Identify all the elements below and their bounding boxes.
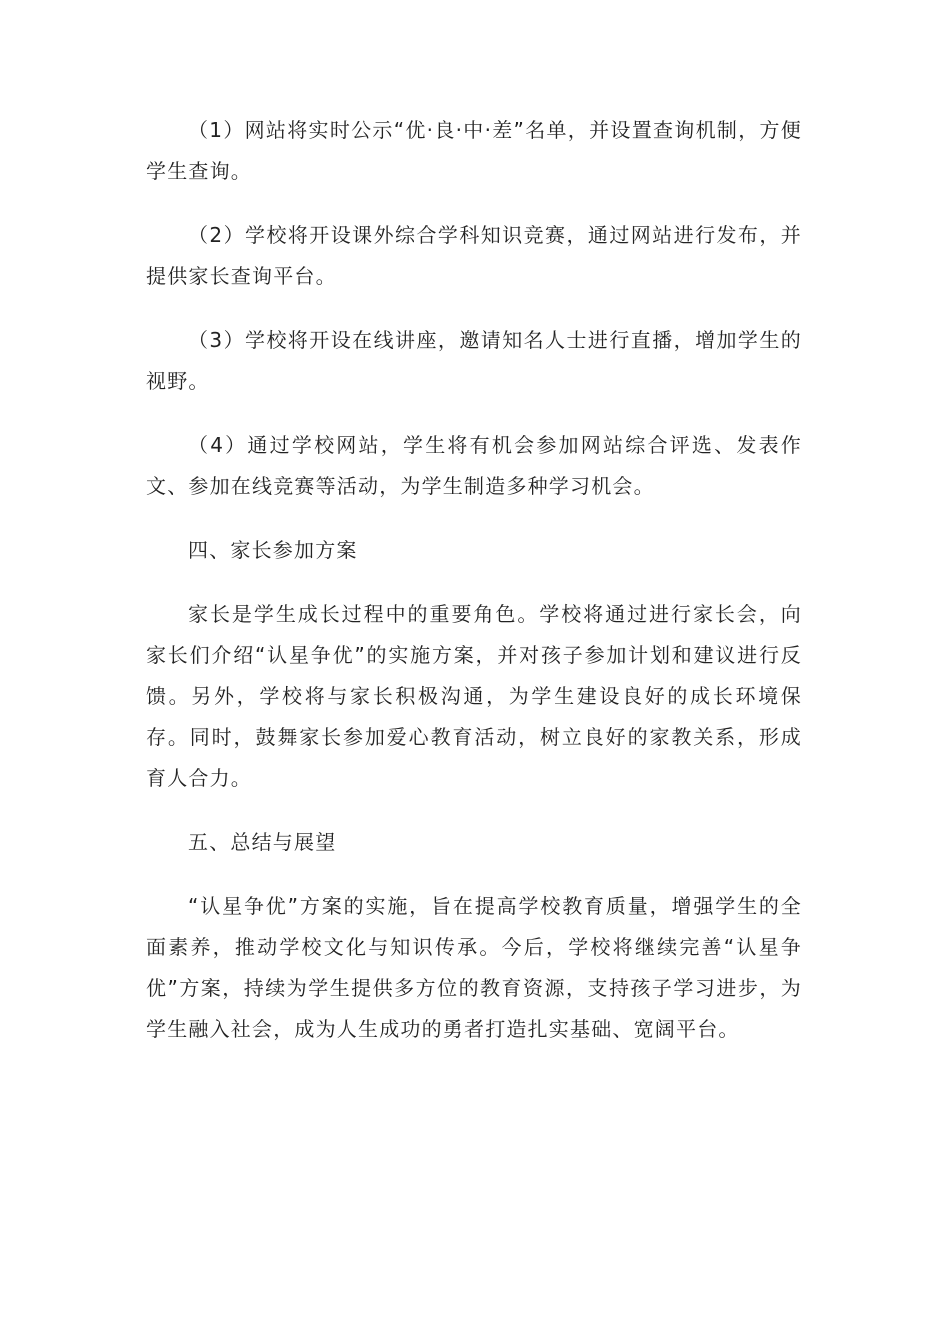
paragraph-online-lecture: （3）学校将开设在线讲座，邀请知名人士进行直播，增加学生的视野。 [146,328,802,393]
section-heading-summary: 五、总结与展望 [188,830,337,854]
paragraph-summary: “认星争优”方案的实施，旨在提高学校教育质量，增强学生的全面素养，推动学校文化与知识传承。今后，学校将继续完善“认星争优”方案，持续为学生提供多方位的教育资源，支持孩子学习进步，为学生融入社会，成为人生成功的勇者打造扎实基础、宽阔平台。 [146,894,802,1041]
paragraph-parents-plan: 家长是学生成长过程中的重要角色。学校将通过进行家长会，向家长们介绍“认星争优”的实施方案，并对孩子参加计划和建议进行反馈。另外，学校将与家长积极沟通，为学生建设良好的成长环境保存。同时，鼓舞家长参加爱心教育活动，树立良好的家教关系，形成育人合力。 [146,602,802,790]
paragraph-website-activities: （4）通过学校网站，学生将有机会参加网站综合评选、发表作文、参加在线竞赛等活动，为学生制造多种学习机会。 [146,433,802,498]
paragraph-knowledge-competition: （2）学校将开设课外综合学科知识竞赛，通过网站进行发布，并提供家长查询平台。 [146,223,802,288]
section-heading-parents: 四、家长参加方案 [188,538,358,562]
paragraph-website-ranking: （1）网站将实时公示“优·良·中·差”名单，并设置查询机制，方便学生查询。 [146,118,802,183]
document-body [146,110,802,1073]
